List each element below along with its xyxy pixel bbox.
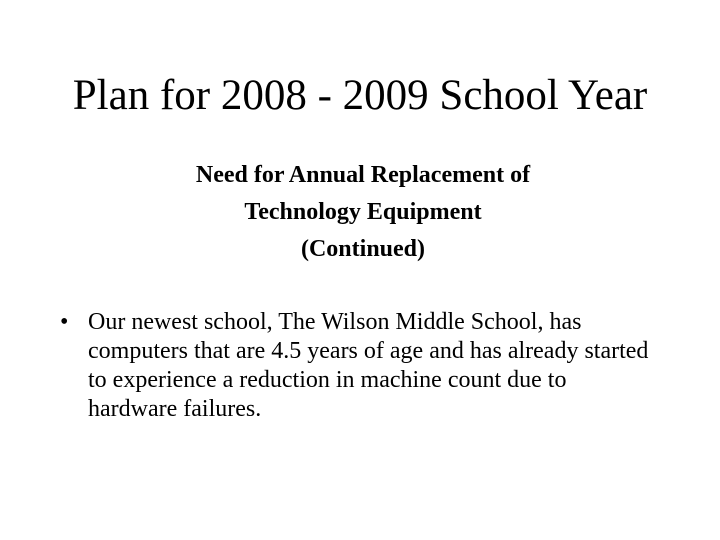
subtitle-line-1: Need for Annual Replacement of <box>195 162 531 188</box>
slide-subtitle <box>0 157 720 268</box>
bullet-text: Our newest school, The Wilson Middle School, has computers that are 4.5 years of age and has already started to experience a reduction in machine count due to hardware failures. <box>88 309 649 422</box>
bullet-icon: • <box>60 309 69 335</box>
bullet-item <box>60 308 660 424</box>
slide-title: Plan for 2008 - 2009 School Year <box>72 72 648 119</box>
subtitle-line-3: (Continued) <box>300 236 426 262</box>
subtitle-line-2: Technology Equipment <box>244 199 482 225</box>
bullet-list <box>60 308 660 424</box>
